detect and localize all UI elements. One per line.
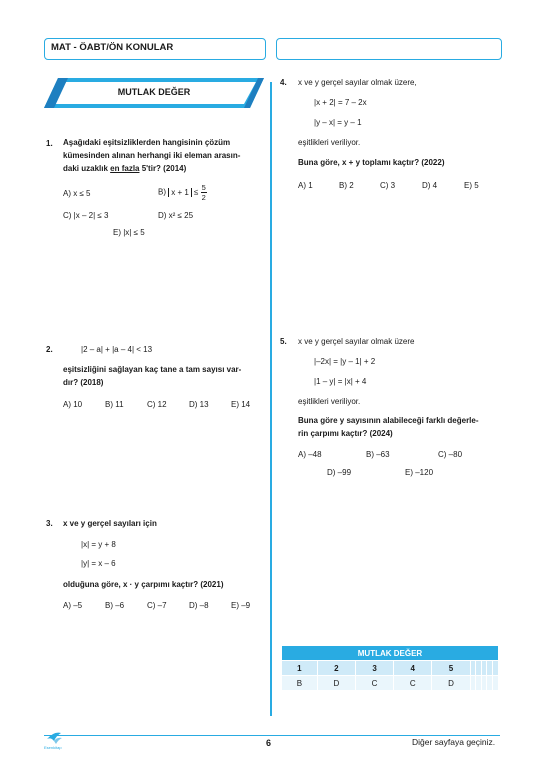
q5-line-3: Buna göre y sayısının alabileceği farklı değerle-	[298, 416, 479, 425]
q2-expression: |2 – a| + |a – 4| < 13	[81, 345, 153, 354]
q1-line-2: kümesinden alınan herhangi iki eleman arasın-	[63, 151, 241, 160]
q1-option-b-le: ≤	[191, 187, 201, 197]
q5-number: 5.	[280, 337, 287, 346]
q1-option-b-abs: x + 1	[168, 188, 192, 197]
q1-option-d[interactable]: D) x² ≤ 25	[158, 211, 194, 220]
publisher-logo	[44, 727, 64, 751]
q1-option-c[interactable]: C) |x – 2| ≤ 3	[63, 211, 109, 220]
q3-equation-2: |y| = x – 6	[81, 559, 116, 568]
q2-line-2: dır? (2018)	[63, 378, 104, 387]
q2-option-b[interactable]: B) 11	[105, 400, 124, 409]
q3-option-b[interactable]: B) –6	[105, 601, 125, 610]
q2-option-d[interactable]: D) 13	[189, 400, 209, 409]
q3-equation-1: |x| = y + 8	[81, 540, 116, 549]
q1-option-a[interactable]: A) x ≤ 5	[63, 189, 91, 198]
q1-line-1: Aşağıdaki eşitsizliklerden hangisinin çözüm	[63, 138, 231, 147]
q1-stem	[63, 136, 268, 175]
q1-line-3-pre: daki uzaklık	[63, 164, 111, 173]
q3-option-c[interactable]: C) –7	[147, 601, 167, 610]
q4-option-e[interactable]: E) 5	[464, 181, 479, 190]
book-bird-icon	[44, 727, 64, 751]
q4-equation-2: |y – x| = y – 1	[314, 118, 362, 127]
answer-key-number: 4	[394, 661, 432, 676]
answer-key-answer: D	[432, 676, 470, 691]
q5-equation-1: |–2x| = |y – 1| + 2	[314, 357, 376, 366]
q1-emphasis: en fazla	[110, 164, 140, 173]
q5-option-c[interactable]: C) –80	[438, 450, 463, 459]
column-divider	[270, 82, 272, 716]
q4-line-3: Buna göre, x + y toplamı kaçtır? (2022)	[298, 158, 445, 167]
q2-stem	[63, 363, 268, 389]
answer-key-empty	[492, 676, 498, 691]
q2-option-e[interactable]: E) 14	[231, 400, 251, 409]
fraction-numerator: 5	[201, 183, 206, 192]
answer-key-answer: B	[282, 676, 318, 691]
q5-line-1: x ve y gerçel sayılar olmak üzere	[298, 337, 415, 346]
q1-option-b[interactable]	[158, 183, 207, 202]
answer-key-number: 2	[317, 661, 355, 676]
q1-option-b-label: B)	[158, 187, 169, 197]
header-title: MAT - ÖABT/ÖN KONULAR	[51, 42, 174, 53]
answer-key-title: MUTLAK DEĞER	[282, 646, 499, 661]
q4-number: 4.	[280, 78, 287, 87]
q3-option-e[interactable]: E) –9	[231, 601, 251, 610]
answer-key-number: 5	[432, 661, 470, 676]
q3-line-1: x ve y gerçel sayıları için	[63, 519, 157, 528]
q3-line-2: olduğuna göre, x · y çarpımı kaçtır? (2021)	[63, 580, 224, 589]
q5-line-4: rin çarpımı kaçtır? (2024)	[298, 429, 393, 438]
next-page-note: Diğer sayfaya geçiniz.	[412, 737, 496, 747]
q5-option-e[interactable]: E) –120	[405, 468, 434, 477]
q4-option-d[interactable]: D) 4	[422, 181, 438, 190]
q1-option-e[interactable]: E) |x| ≤ 5	[113, 228, 145, 237]
q4-line-1: x ve y gerçel sayılar olmak üzere,	[298, 78, 417, 87]
q5-option-b[interactable]: B) –63	[366, 450, 390, 459]
answer-key-number: 3	[355, 661, 393, 676]
q1-line-3-post: 5'tir? (2014)	[139, 164, 187, 173]
q4-option-b[interactable]: B) 2	[339, 181, 354, 190]
answer-key-table	[281, 645, 499, 691]
q5-option-d[interactable]: D) –99	[327, 468, 352, 477]
answer-key-number: 1	[282, 661, 318, 676]
section-title: MUTLAK DEĞER	[117, 87, 191, 97]
header-right-box	[276, 38, 502, 60]
q1-line-3	[63, 162, 268, 175]
q2-option-a[interactable]: A) 10	[63, 400, 83, 409]
q5-stem	[298, 414, 503, 440]
q5-equation-2: |1 – y| = |x| + 4	[314, 377, 367, 386]
page-number: 6	[266, 738, 272, 748]
q2-option-c[interactable]: C) 12	[147, 400, 167, 409]
header-left-box	[44, 38, 266, 60]
q4-option-c[interactable]: C) 3	[380, 181, 396, 190]
fraction-denominator: 2	[201, 193, 206, 202]
q5-option-a[interactable]: A) –48	[298, 450, 322, 459]
q1-option-b-fraction	[201, 183, 207, 202]
q1-number: 1.	[46, 139, 53, 148]
section-banner	[44, 78, 264, 108]
q3-option-a[interactable]: A) –5	[63, 601, 83, 610]
q4-line-2: eşitlikleri veriliyor.	[298, 138, 361, 147]
logo-text: Esenkitap	[44, 745, 62, 750]
answer-key-answer: C	[394, 676, 432, 691]
answer-key-answer: D	[317, 676, 355, 691]
q3-option-d[interactable]: D) –8	[189, 601, 209, 610]
q3-number: 3.	[46, 519, 53, 528]
q5-line-2: eşitlikleri veriliyor.	[298, 397, 361, 406]
answer-key-answer: C	[355, 676, 393, 691]
q4-option-a[interactable]: A) 1	[298, 181, 313, 190]
q2-line-1: eşitsizliğini sağlayan kaç tane a tam sayısı var-	[63, 365, 242, 374]
q2-number: 2.	[46, 345, 53, 354]
footer-line	[44, 735, 500, 736]
q4-equation-1: |x + 2| = 7 – 2x	[314, 98, 367, 107]
answer-key-empty	[492, 661, 498, 676]
